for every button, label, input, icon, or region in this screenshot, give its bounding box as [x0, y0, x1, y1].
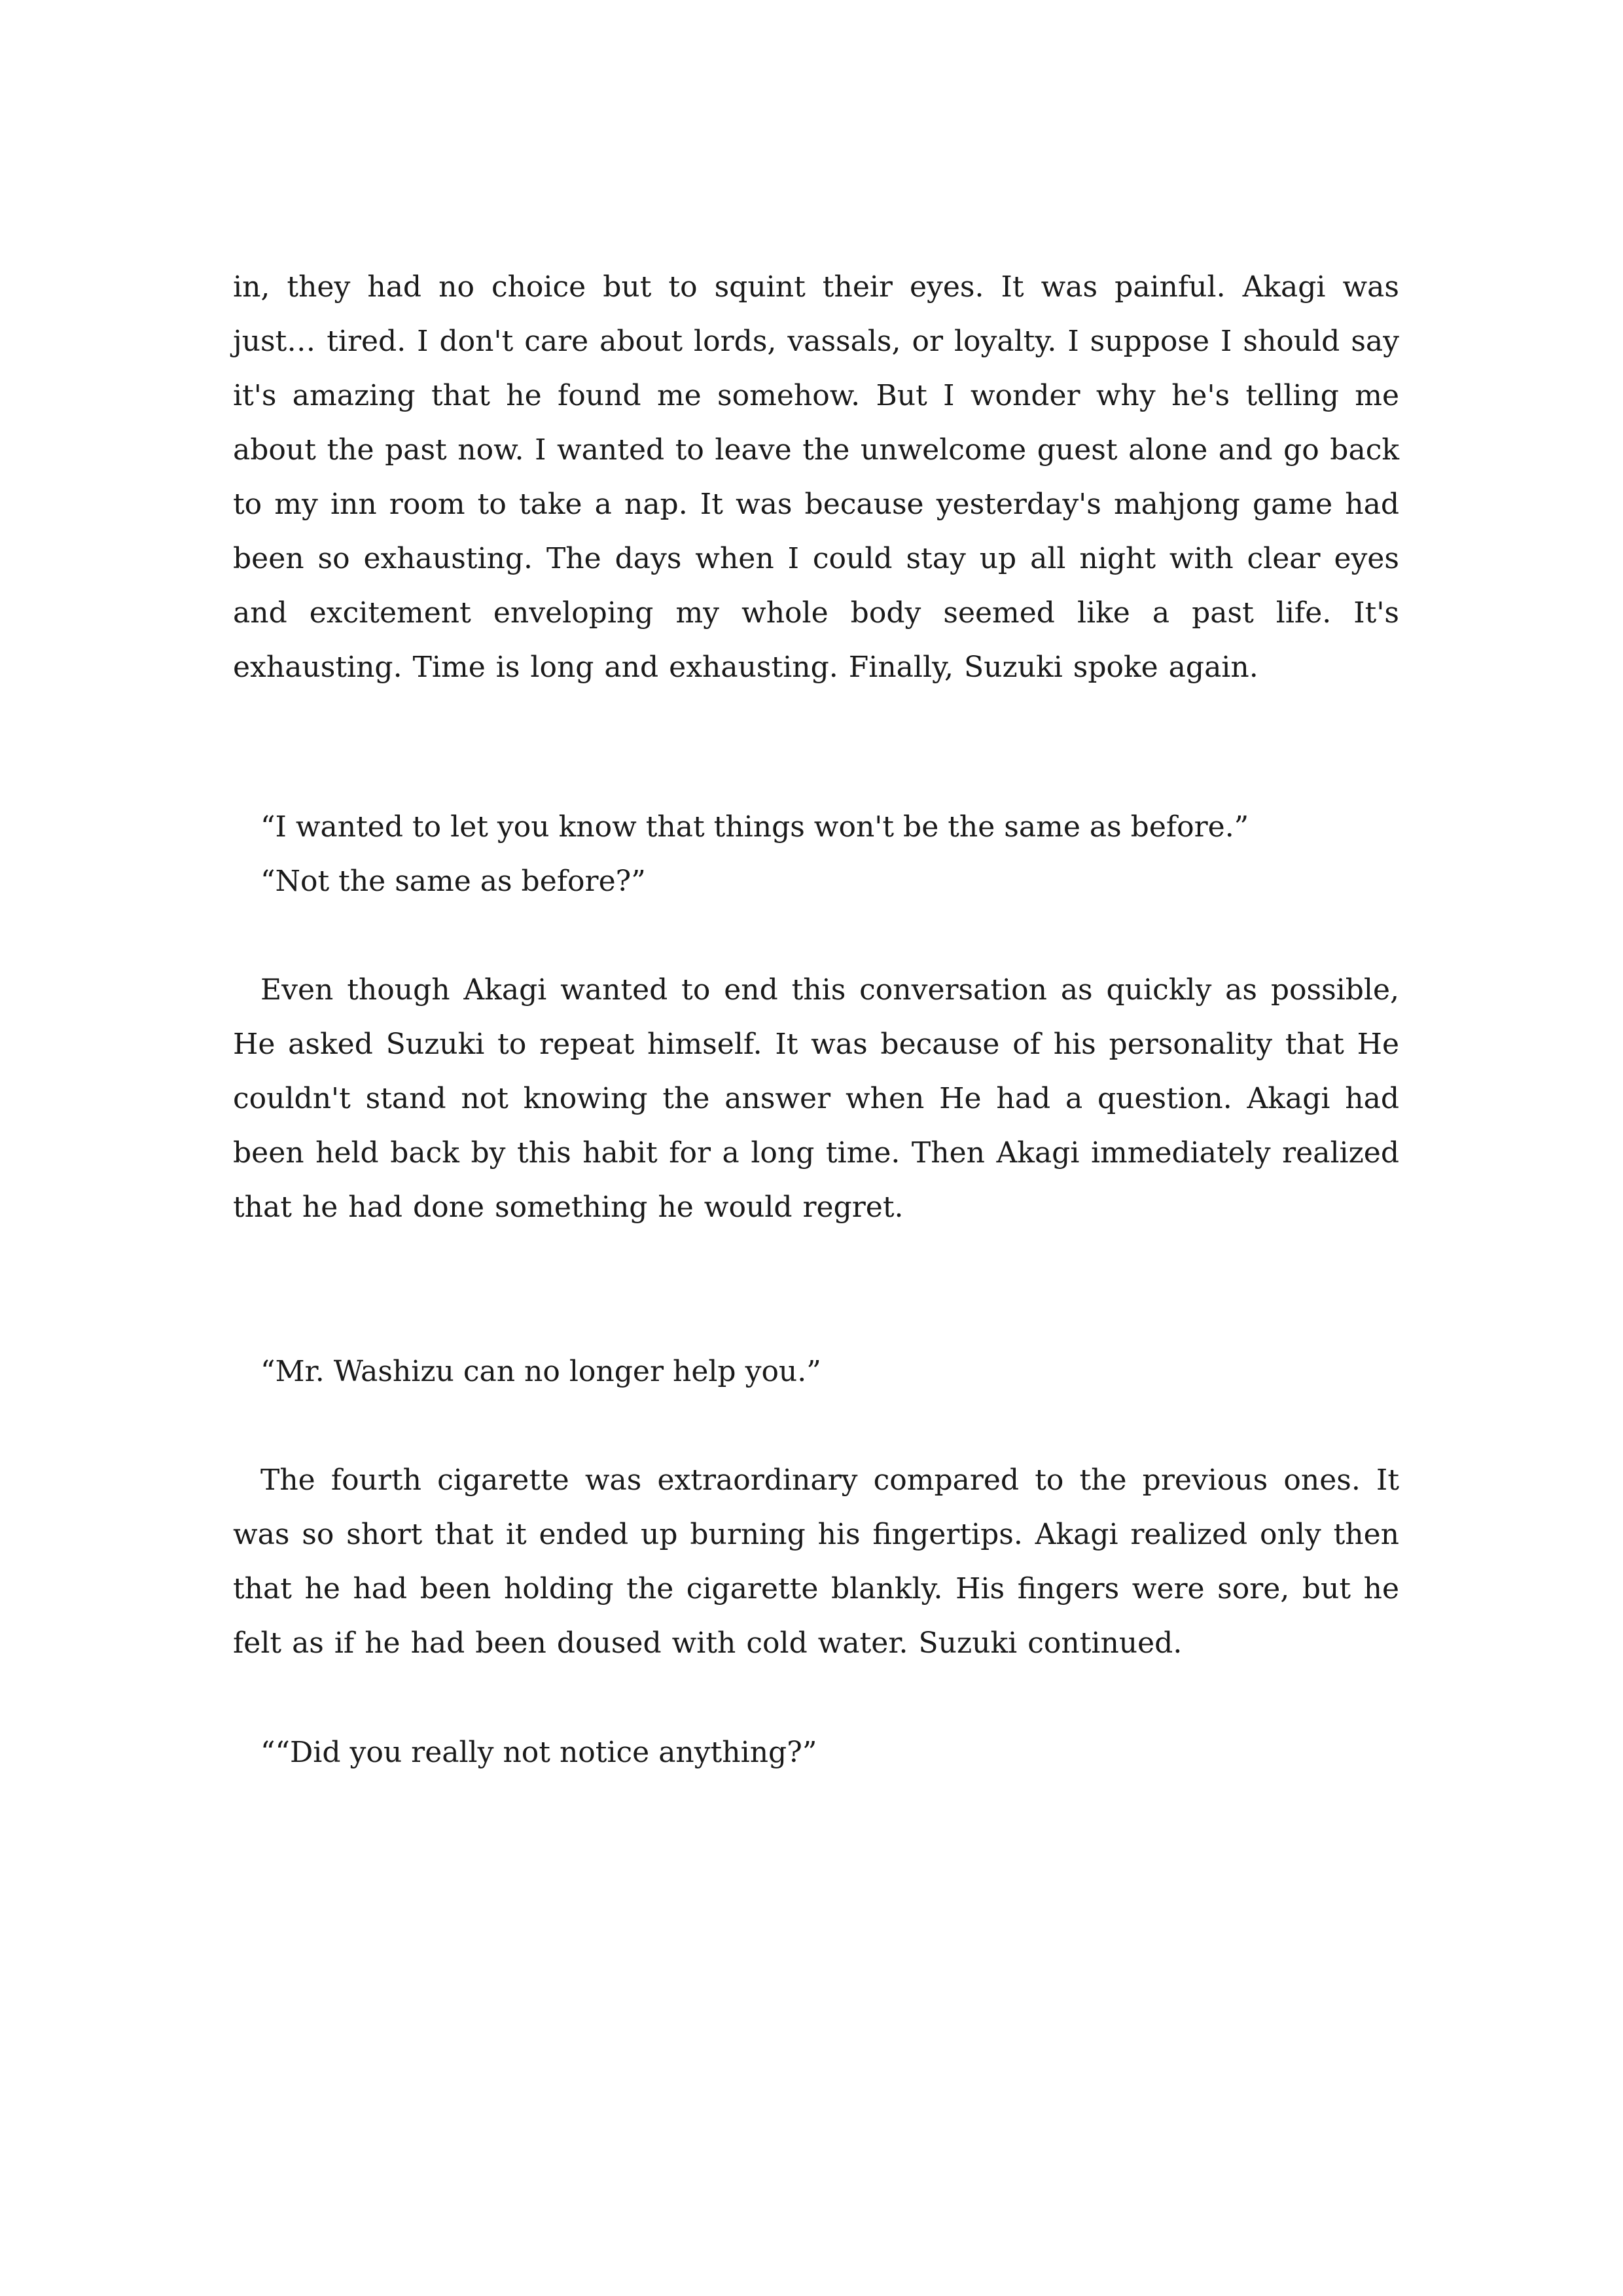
paragraph-fourth-cigarette: The fourth cigarette was extraordinary compared to the previous ones. It was so short that it ended up burning his fingertips. Akagi realized only then that he had been holding the cigarette blankly. His fingers were sore, but he felt as if he had been doused with cold water. Suzuki continued. [233, 1463, 1399, 1660]
dialogue-line-2: “Not the same as before?” [260, 865, 646, 898]
dialogue-line-3: “Mr. Washizu can no longer help you.” [260, 1355, 821, 1388]
dialogue-line-1: “I wanted to let you know that things won't be the same as before.” [260, 810, 1249, 844]
paragraph-akagi-question: Even though Akagi wanted to end this conversation as quickly as possible, He asked Suzuki to repeat himself. It was because of his personality that He couldn't stand not knowing the answer when He had a question. Akagi had been held back by this habit for a long time. Then Akagi immediately realized that he had done something he would regret. [233, 973, 1399, 1224]
dialogue-line-4: ““Did you really not notice anything?” [260, 1736, 817, 1769]
paragraph-opening: in, they had no choice but to squint their eyes. It was painful. Akagi was just… tired. I don't care about lords, vassals, or loyalty. I suppose I should say it's amazing that he found me somehow. But I wonder why he's telling me about the past now. I wanted to leave the unwelcome guest alone and go back to my inn room to take a nap. It was because yesterday's mahjong game had been so exhausting. The days when I could stay up all night with clear eyes and excitement enveloping my whole body seemed like a past life. It's exhausting. Time is long and exhausting. Finally, Suzuki spoke again. [233, 270, 1399, 684]
